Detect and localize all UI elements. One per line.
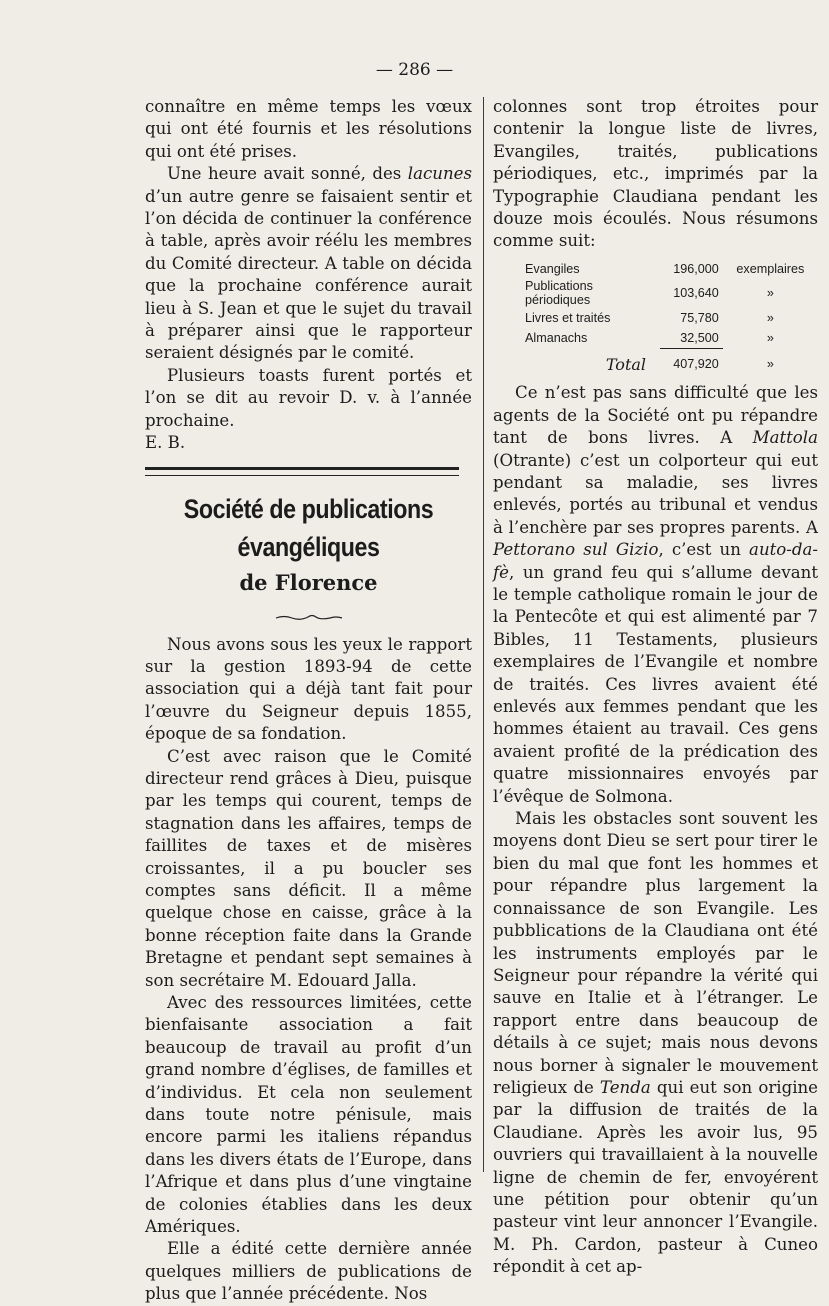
table-cell: 32,500 xyxy=(660,328,723,349)
section-rule xyxy=(145,467,459,476)
section-heading: Société de publications évangéliques xyxy=(183,493,434,562)
table-cell: » xyxy=(766,310,774,325)
paragraph: colonnes sont trop étroites pour contenir la longue liste de livres, Evangiles, traités, publications périodiques, etc., imprimés par la Typographie Claudiana pendant les douze mois écoulés. Nous résumons comme suit: xyxy=(493,97,818,251)
left-column xyxy=(145,96,472,1306)
text-run: (Otrante) c’est un colporteur qui eut pendant sa maladie, ses livres enlevés, portés au tribunal et vendus à l’enchère par ses propres parents. A xyxy=(493,450,818,537)
text-run: , un grand feu qui s’allume devant le temple catholique romain le jour de la Pentecôte et qui est alimenté par 7 Bibles, 11 Testaments, plusieurs exemplaires de l’Evangile et nombre de traités. Ces livres avaient été enlevés aux femmes pendant que les hommes étaient au travail. Ces gens avaient profité de la prédication des quatre missionnaires envoyés par l’évêque de Solmona. xyxy=(493,562,818,806)
table-cell: Evangiles xyxy=(525,262,580,277)
paragraph: Avec des ressources limitées, cette bienfaisante association a fait beaucoup de travail au profit d’un grand nombre d’églises, de familles et d’individus. Et cela non seulement dans toute notre pénisule, mais encore parmi les italiens répandus dans les divers états de l’Europe, dans l’Afrique et dans plus d’une vingtaine de colonies établies dans les deux Amériques. xyxy=(145,993,472,1237)
text-run: d’un autre genre se faisaient sentir et l’on décida de continuer la conférence à table, après avoir réélu les membres du Comité directeur. A table on décida que la prochaine conférence aurait lieu à S. Jean et que le sujet du travail à préparer ainsi que le rapporteur seraient désignés par le comité. xyxy=(145,186,472,363)
table-cell: Livres et traités xyxy=(525,310,611,325)
table-cell: » xyxy=(766,331,774,346)
total-value: 407,920 xyxy=(673,357,719,372)
table-cell: exemplaires xyxy=(736,262,805,277)
italic-text: Tenda xyxy=(599,1077,651,1097)
text-run: qui eut son origine par la diffusion de traités de la Claudiane. Après les avoir lus, 95 ouvriers qui travaillaient à la nouvelle ligne de chemin de fer, envoyérent une pétition pour obtenir qu’un pasteur vint leur annoncer l’Evangile. M. Ph. Cardon, pasteur à Cuneo répondit à cet ap- xyxy=(493,1077,819,1277)
italic-text: auto-da-fè xyxy=(493,540,819,582)
ornament-flourish xyxy=(145,606,472,628)
page-number: — 286 — xyxy=(375,60,454,80)
table-cell: 75,780 xyxy=(680,310,719,325)
right-column xyxy=(493,96,818,1279)
total-unit: » xyxy=(766,357,774,372)
italic-text: Mattola xyxy=(752,428,818,448)
paragraph xyxy=(493,808,818,1279)
table-total-row xyxy=(521,349,818,377)
total-label: Total xyxy=(605,354,647,374)
table-row xyxy=(521,307,818,328)
flourish-icon xyxy=(274,612,344,622)
table-row xyxy=(521,259,818,280)
italic-text: Pettorano sul Gizio xyxy=(493,540,659,560)
text-run: , c’est un xyxy=(658,540,750,560)
table-cell: Almanachs xyxy=(525,331,588,346)
text-run: Ce n’est pas sans difficulté que les agents de la Société ont pu répandre tant de bons livres. A xyxy=(493,383,818,448)
paragraph: Elle a édité cette dernière année quelques milliers de publications de plus que l’année précédente. Nos xyxy=(145,1239,472,1304)
table-row xyxy=(521,328,818,349)
table-cell: 196,000 xyxy=(673,262,719,277)
table-cell: Publications périodiques xyxy=(525,279,593,308)
paragraph xyxy=(145,163,472,365)
paragraph: C’est avec raison que le Comité directeur rend grâces à Dieu, puisque par les temps qui courent, temps de stagnation dans les affaires, temps de faillites de taxes et de misères croissantes, il a pu boucler ses comptes sans déficit. Il a même quelque chose en caisse, grâce à la bonne réception faite dans la Grande Bretagne et pendant sept semaines à son secrétaire M. Edouard Jalla. xyxy=(145,746,472,990)
paragraph: connaître en même temps les vœux qui ont été fournis et les résolutions qui ont été prises. xyxy=(145,97,472,161)
italic-text: lacunes xyxy=(407,164,472,184)
paragraph xyxy=(493,382,818,808)
table-cell: » xyxy=(766,286,774,301)
section-subheading: de Florence xyxy=(239,569,378,595)
publication-stats-table xyxy=(521,259,818,377)
column-divider xyxy=(483,97,484,1172)
table-row xyxy=(521,279,818,307)
signature: E. B. xyxy=(145,433,186,453)
table-cell: 103,640 xyxy=(673,286,719,301)
paragraph: Nous avons sous les yeux le rapport sur la gestion 1893-94 de cette association qui a déjà tant fait pour l’œuvre du Seigneur depuis 1855, époque de sa fondation. xyxy=(145,634,472,744)
text-run: Une heure avait sonné, des xyxy=(167,164,408,184)
paragraph: Plusieurs toasts furent portés et l’on se dit au revoir D. v. à l’année prochaine. xyxy=(145,365,472,430)
text-run: Mais les obstacles sont souvent les moyens dont Dieu se sert pour tirer le bien du mal que font les hommes et pour répandre plus largement la connaissance de son Evangile. Les pubblications de la Claudiana ont été les instruments employés par le Seigneur pour répandre la vérité qui sauve en Italie et à l’étranger. Le rapport entre dans beaucoup de détails à ce sujet; mais nous devons nous borner à signaler le mouvement religieux de xyxy=(493,809,818,1097)
